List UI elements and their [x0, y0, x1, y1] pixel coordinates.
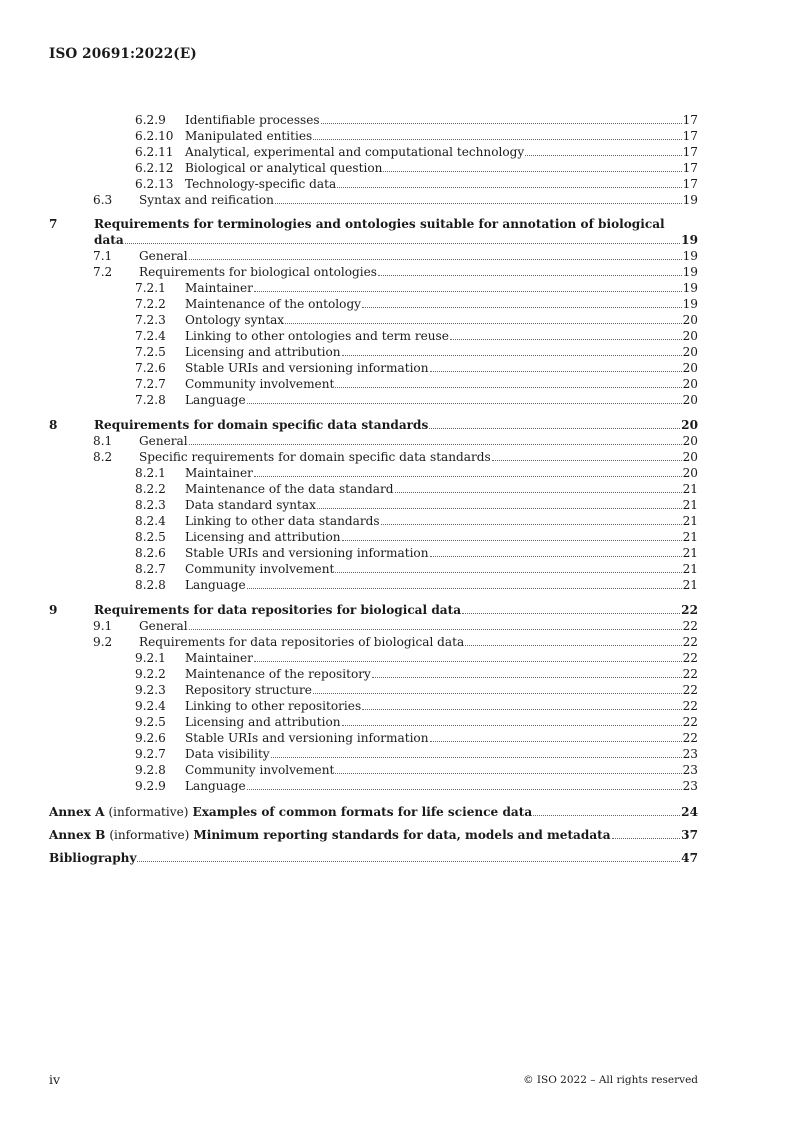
toc-entry-title: Maintainer — [185, 281, 253, 295]
dot-leader — [254, 661, 682, 662]
dot-leader — [362, 709, 681, 710]
toc-entry-number: 6.2.10 — [135, 129, 174, 143]
toc-entry-title: Maintainer — [185, 651, 253, 665]
toc-entry-page: 20 — [682, 361, 698, 375]
dot-leader — [337, 187, 681, 188]
toc-entry-number: 9.2.8 — [135, 763, 166, 777]
toc-entry-title: Repository structure — [185, 683, 312, 697]
toc-entry-number: 7.2.6 — [135, 361, 166, 375]
toc-entry-8-2-1[interactable] — [135, 465, 698, 481]
dot-leader — [383, 171, 681, 172]
toc-entry-number: 9.2.3 — [135, 683, 166, 697]
dot-leader — [429, 428, 680, 429]
toc-entry-title: Ontology syntax — [185, 313, 285, 327]
toc-entry-page: 22 — [682, 619, 698, 633]
toc-entry-page: 24 — [681, 805, 698, 819]
toc-entry-6-2-13[interactable] — [135, 176, 698, 192]
toc-entry-page: 23 — [682, 779, 698, 793]
toc-entry-title: Linking to other ontologies and term reuse — [185, 329, 449, 343]
toc-entry-9-2-3[interactable] — [135, 682, 698, 698]
toc-entry-page: 21 — [682, 562, 698, 576]
dot-leader — [335, 773, 681, 774]
toc-entry-page: 17 — [682, 161, 698, 175]
toc-entry-title: Bibliography — [49, 851, 137, 865]
dot-leader — [378, 275, 682, 276]
dot-leader — [275, 203, 682, 204]
dot-leader — [462, 613, 680, 614]
toc-entry-number: 8.2.2 — [135, 482, 166, 496]
toc-entry-number: 8.1 — [93, 434, 113, 448]
toc-entry-8-2-2[interactable] — [135, 481, 698, 497]
toc-entry-number: 9.2.4 — [135, 699, 166, 713]
toc-entry-page: 19 — [682, 265, 698, 279]
dot-leader — [313, 139, 681, 140]
toc-entry-title: Manipulated entities — [185, 129, 313, 143]
toc-entry-title: Licensing and attribution — [185, 345, 341, 359]
toc-entry-7-2-6[interactable] — [135, 360, 698, 376]
dot-leader — [247, 403, 682, 404]
toc-entry-title: General — [139, 434, 188, 448]
toc-entry-page: 22 — [682, 699, 698, 713]
toc-entry-annex-a[interactable] — [49, 804, 698, 820]
toc-entry-7-2-2[interactable] — [135, 296, 698, 312]
toc-entry-page: 21 — [682, 530, 698, 544]
toc-annex-note: (informative) — [108, 805, 189, 819]
toc-entry-number: 6.3 — [93, 193, 113, 207]
toc-entry-page: 37 — [681, 828, 698, 842]
dot-leader — [335, 387, 681, 388]
toc-entry-title: Minimum reporting standards for data, models and metadata — [193, 828, 611, 842]
toc-entry-page: 21 — [682, 498, 698, 512]
toc-entry-number: 7.2.3 — [135, 313, 166, 327]
toc-entry-title: Stable URIs and versioning information — [185, 546, 429, 560]
toc-entry-number: 7.2.1 — [135, 281, 166, 295]
dot-leader — [321, 123, 682, 124]
dot-leader — [125, 243, 680, 244]
dot-leader — [372, 677, 682, 678]
toc-entry-number: 8 — [49, 418, 58, 432]
toc-entry-title: Maintenance of the data standard — [185, 482, 394, 496]
toc-entry-page: 17 — [682, 177, 698, 191]
toc-entry-annex-b[interactable] — [49, 827, 698, 843]
dot-leader — [254, 291, 682, 292]
toc-entry-title: Data visibility — [185, 747, 270, 761]
toc-entry-9-1[interactable] — [93, 618, 698, 634]
dot-leader — [612, 838, 681, 839]
toc-entry-title: Technology-specific data — [185, 177, 337, 191]
toc-entry-number: 8.2.7 — [135, 562, 166, 576]
toc-entry-page: 20 — [682, 377, 698, 391]
toc-entry-page: 20 — [682, 345, 698, 359]
dot-leader — [285, 323, 681, 324]
toc-entry-number: 7.2.5 — [135, 345, 166, 359]
toc-entry-title: Requirements for biological ontologies — [139, 265, 377, 279]
toc-entry-number: 8.2.8 — [135, 578, 166, 592]
toc-entry-9-2-9[interactable] — [135, 778, 698, 794]
toc-annex-label: Annex A — [49, 805, 105, 819]
toc-entry-title: Specific requirements for domain specific data standards — [139, 450, 491, 464]
toc-entry-title: Biological or analytical question — [185, 161, 383, 175]
toc-entry-6-2-12[interactable] — [135, 160, 698, 176]
toc-entry-title: General — [139, 619, 188, 633]
toc-entry-page: 22 — [682, 651, 698, 665]
toc-entry-title: Requirements for data repositories for biological data — [94, 603, 462, 617]
toc-entry-title: data — [94, 233, 124, 247]
dot-leader — [247, 588, 682, 589]
toc-entry-number: 7.2 — [93, 265, 113, 279]
toc-entry-title: Stable URIs and versioning information — [185, 361, 429, 375]
toc-entry-number: 8.2 — [93, 450, 113, 464]
toc-entry-7-2[interactable] — [93, 264, 698, 280]
toc-entry-number: 8.2.6 — [135, 546, 166, 560]
toc-entry-number: 8.2.5 — [135, 530, 166, 544]
toc-entry-page: 21 — [682, 546, 698, 560]
toc-entry-page: 20 — [682, 434, 698, 448]
dot-leader — [254, 476, 682, 477]
toc-entry-9-2-4[interactable] — [135, 698, 698, 714]
toc-entry-page: 19 — [682, 281, 698, 295]
toc-entry-page: 22 — [682, 667, 698, 681]
toc-entry-page: 19 — [682, 297, 698, 311]
toc-entry-9-2-5[interactable] — [135, 714, 698, 730]
dot-leader — [525, 155, 681, 156]
toc-entry-number: 9.2.5 — [135, 715, 166, 729]
toc-entry-page: 19 — [682, 193, 698, 207]
dot-leader — [362, 307, 682, 308]
dot-leader — [335, 572, 681, 573]
dot-leader — [189, 629, 682, 630]
toc-entry-9-2-7[interactable] — [135, 746, 698, 762]
toc-entry-page: 20 — [682, 466, 698, 480]
toc-entry-title: Licensing and attribution — [185, 530, 341, 544]
toc-entry-8-2-7[interactable] — [135, 561, 698, 577]
toc-entry-title: Language — [185, 393, 246, 407]
toc-entry-8-2-8[interactable] — [135, 577, 698, 593]
toc-entry-title: Community involvement — [185, 377, 335, 391]
toc-entry-page: 21 — [682, 514, 698, 528]
toc-entry-7-1[interactable] — [93, 248, 698, 264]
toc-entry-title: Linking to other repositories — [185, 699, 362, 713]
dot-leader — [430, 371, 682, 372]
toc-entry-8-1[interactable] — [93, 433, 698, 449]
toc-entry-title-line1[interactable]: Requirements for terminologies and ontologies suitable for annotation of biological — [94, 217, 665, 231]
toc-entry-page: 20 — [682, 393, 698, 407]
page-number: iv — [49, 1072, 61, 1087]
toc-entry-9-2[interactable] — [93, 634, 698, 650]
toc-entry-number: 7.1 — [93, 249, 113, 263]
toc-entry-page: 21 — [682, 578, 698, 592]
toc-entry-number: 9.2.2 — [135, 667, 166, 681]
toc-entry-page: 20 — [682, 450, 698, 464]
toc-entry-number: 7.2.2 — [135, 297, 166, 311]
toc-entry-title: Maintenance of the ontology — [185, 297, 362, 311]
toc-entry-7-2-1[interactable] — [135, 280, 698, 296]
dot-leader — [313, 693, 682, 694]
dot-leader — [465, 645, 681, 646]
toc-entry-number: 9.2.9 — [135, 779, 166, 793]
toc-entry-page: 47 — [681, 851, 698, 865]
toc-entry-page: 22 — [682, 683, 698, 697]
dot-leader — [395, 492, 682, 493]
toc-entry-title: Identifiable processes — [185, 113, 320, 127]
copyright-notice: © ISO 2022 – All rights reserved — [523, 1074, 698, 1086]
dot-leader — [317, 508, 682, 509]
toc-entry-8-2[interactable] — [93, 449, 698, 465]
dot-leader — [189, 259, 682, 260]
toc-entry-page: 17 — [682, 113, 698, 127]
toc-entry-6-2-9[interactable] — [135, 112, 698, 128]
dot-leader — [342, 540, 682, 541]
toc-entry-page: 22 — [682, 731, 698, 745]
dot-leader — [533, 815, 680, 816]
toc-entry-title: Data standard syntax — [185, 498, 316, 512]
toc-entry-number: 8.2.4 — [135, 514, 166, 528]
dot-leader — [430, 741, 682, 742]
toc-entry-6-2-10[interactable] — [135, 128, 698, 144]
toc-entry-page: 23 — [682, 747, 698, 761]
toc-entry-number: 6.2.11 — [135, 145, 174, 159]
toc-entry-7-2-3[interactable] — [135, 312, 698, 328]
toc-entry-title: Syntax and reification — [139, 193, 274, 207]
toc-entry-7-2-4[interactable] — [135, 328, 698, 344]
toc-entry-number: 8.2.3 — [135, 498, 166, 512]
toc-entry-number: 9.1 — [93, 619, 113, 633]
toc-annex-note: (informative) — [109, 828, 190, 842]
toc-entry-title: Licensing and attribution — [185, 715, 341, 729]
dot-leader — [381, 524, 682, 525]
toc-entry-9[interactable] — [49, 602, 698, 618]
toc-entry-number: 6.2.13 — [135, 177, 174, 191]
toc-entry-7-2-5[interactable] — [135, 344, 698, 360]
toc-entry-number: 6.2.12 — [135, 161, 174, 175]
dot-leader — [450, 339, 682, 340]
toc-entry-title: Maintainer — [185, 466, 253, 480]
dot-leader — [342, 725, 682, 726]
toc-entry-number: 8.2.1 — [135, 466, 166, 480]
toc-entry-6-2-11[interactable] — [135, 144, 698, 160]
toc-entry-page: 22 — [682, 715, 698, 729]
toc-entry-page: 23 — [682, 763, 698, 777]
toc-entry-page: 20 — [681, 418, 698, 432]
dot-leader — [137, 861, 680, 862]
dot-leader — [430, 556, 682, 557]
toc-entry-9-2-1[interactable] — [135, 650, 698, 666]
toc-entry-page: 20 — [682, 313, 698, 327]
toc-entry-number: 7.2.8 — [135, 393, 166, 407]
toc-entry-number: 9.2.7 — [135, 747, 166, 761]
toc-entry-7-2-7[interactable] — [135, 376, 698, 392]
toc-entry-bibliography[interactable] — [49, 850, 698, 866]
toc-entry-title: Language — [185, 578, 246, 592]
toc-entry-page: 19 — [682, 249, 698, 263]
toc-entry-page: 22 — [681, 603, 698, 617]
toc-entry-8-2-6[interactable] — [135, 545, 698, 561]
toc-entry-8[interactable] — [49, 417, 698, 433]
toc-entry-title: Examples of common formats for life science data — [192, 805, 533, 819]
toc-entry-9-2-8[interactable] — [135, 762, 698, 778]
dot-leader — [247, 789, 682, 790]
toc-entry-8-2-3[interactable] — [135, 497, 698, 513]
dot-leader — [271, 757, 682, 758]
toc-entry-page: 20 — [682, 329, 698, 343]
toc-entry-title: Community involvement — [185, 562, 335, 576]
toc-entry-title: Maintenance of the repository — [185, 667, 371, 681]
toc-entry-number: 9.2 — [93, 635, 113, 649]
toc-entry-title: Community involvement — [185, 763, 335, 777]
toc-entry-number: 9 — [49, 603, 58, 617]
toc-entry-page: 22 — [682, 635, 698, 649]
document-header: ISO 20691:2022(E) — [49, 46, 197, 62]
toc-entry-page: 19 — [681, 233, 698, 247]
toc-entry-title: General — [139, 249, 188, 263]
toc-annex-label: Annex B — [49, 828, 106, 842]
toc-entry-title: Analytical, experimental and computational technology — [185, 145, 525, 159]
toc-entry-number: 7 — [49, 217, 58, 231]
toc-entry-title: Linking to other data standards — [185, 514, 380, 528]
toc-entry-number: 7.2.7 — [135, 377, 166, 391]
toc-entry-number: 7.2.4 — [135, 329, 166, 343]
toc-entry-number: 9.2.1 — [135, 651, 166, 665]
toc-entry-page: 17 — [682, 145, 698, 159]
toc-entry-8-2-5[interactable] — [135, 529, 698, 545]
toc-entry-9-2-2[interactable] — [135, 666, 698, 682]
toc-entry-page: 17 — [682, 129, 698, 143]
toc-entry-8-2-4[interactable] — [135, 513, 698, 529]
dot-leader — [342, 355, 682, 356]
toc-entry-title: Requirements for data repositories of biological data — [139, 635, 465, 649]
toc-entry-6-3[interactable] — [93, 192, 698, 208]
toc-entry-number: 6.2.9 — [135, 113, 166, 127]
toc-entry-title: Language — [185, 779, 246, 793]
toc-entry-9-2-6[interactable] — [135, 730, 698, 746]
toc-entry-page: 21 — [682, 482, 698, 496]
toc-entry-title: Stable URIs and versioning information — [185, 731, 429, 745]
toc-entry-number: 9.2.6 — [135, 731, 166, 745]
toc-entry-7[interactable] — [94, 232, 698, 248]
toc-entry-title: Requirements for domain specific data standards — [94, 418, 429, 432]
toc-entry-7-2-8[interactable] — [135, 392, 698, 408]
dot-leader — [189, 444, 682, 445]
dot-leader — [492, 460, 682, 461]
